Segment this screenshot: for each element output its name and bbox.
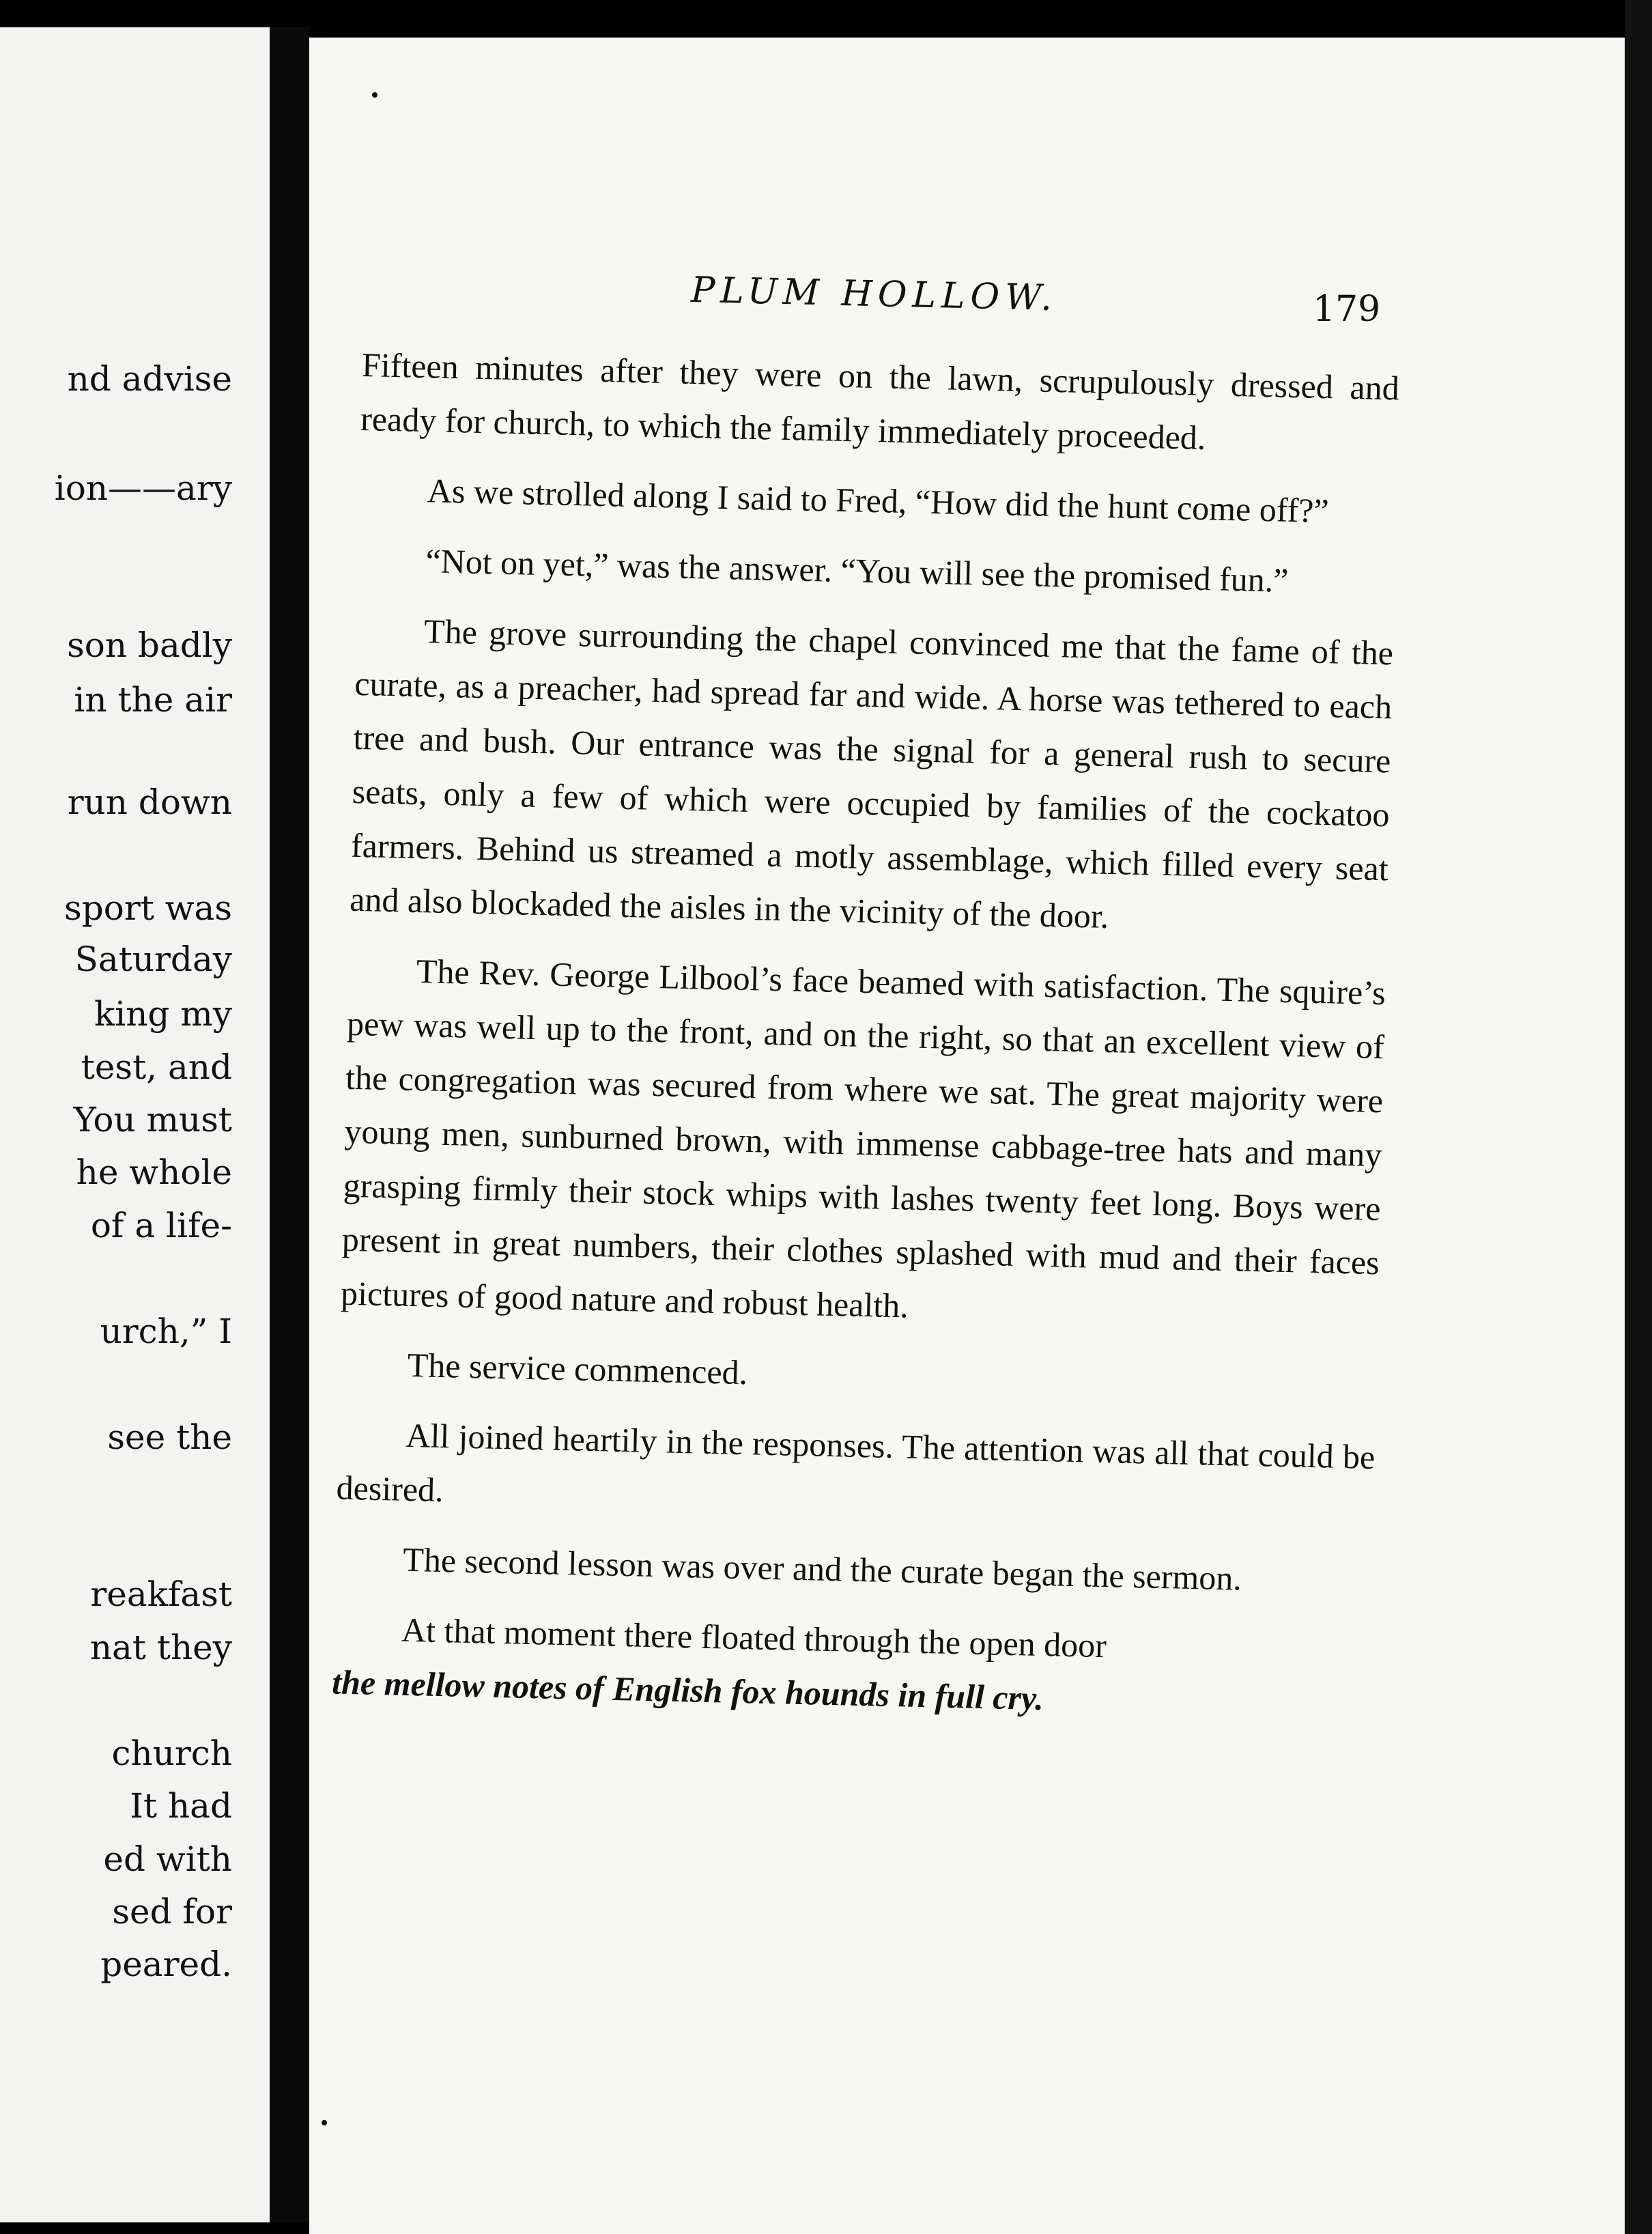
left-page-line-fragment: peared. bbox=[100, 1945, 232, 1984]
left-page-line-fragment: sed for bbox=[112, 1892, 232, 1932]
left-page-line-fragment: ion——ary bbox=[54, 468, 232, 508]
paragraph: The service commenced. bbox=[407, 1345, 748, 1392]
paragraph: All joined heartily in the responses. The attention was all that could be desired. bbox=[336, 1415, 1376, 1510]
paragraph: At that moment there floated through the open door bbox=[401, 1610, 1107, 1665]
book-page bbox=[309, 38, 1625, 2234]
left-page-line-fragment: nd advise bbox=[67, 359, 232, 399]
paragraph: As we strolled along I said to Fred, “How did the hunt come off?” bbox=[427, 471, 1330, 531]
page-body bbox=[331, 338, 1400, 1749]
page-number: 179 bbox=[1313, 289, 1381, 330]
speck-mark bbox=[372, 92, 378, 98]
left-page-line-fragment: of a life- bbox=[90, 1206, 232, 1245]
left-page-line-fragment: sport was bbox=[64, 888, 232, 928]
left-page-line-fragment: king my bbox=[94, 994, 232, 1034]
left-page-line-fragment: urch,” I bbox=[100, 1312, 232, 1351]
left-page-line-fragment: Saturday bbox=[74, 939, 232, 979]
paragraph: Fifteen minutes after they were on the lawn, scrupulously dressed and ready for church, to which the family immediately proceeded. bbox=[360, 345, 1400, 457]
paragraph: The Rev. George Lilbool’s face beamed with satisfaction. The squire’s pew was well up to the front, and on the right, so that an excellent view of the congregation was secured from where we sat. The great majority were young men, sunburned brown, with immense cabbage-tree hats and many grasping firmly their stock whips with lashes twenty feet long. Boys were present in great numbers, their clothes splashed with mud and their faces pictures of good nature and robust health. bbox=[340, 952, 1386, 1325]
previous-page-fragment bbox=[0, 27, 270, 2222]
left-page-line-fragment: run down bbox=[67, 782, 232, 822]
paragraph-continuation: the mellow notes of English fox hounds in full cry. bbox=[331, 1663, 1044, 1718]
left-page-line-fragment: You must bbox=[73, 1100, 232, 1140]
left-page-line-fragment: test, and bbox=[81, 1047, 232, 1087]
left-page-line-fragment: church bbox=[111, 1734, 232, 1773]
paragraph: The second lesson was over and the curate began the sermon. bbox=[402, 1540, 1242, 1598]
paragraph: The grove surrounding the chapel convinced me that the fame of the curate, as a preacher, had spread far and wide. A horse was tethered to each tree and bush. Our entrance was the signal for a general rush to secure seats, only a few of which were occupied by families of the cockatoo farmers. Behind us streamed a motly assemblage, which filled every seat and also blockaded the aisles in the vicinity of the door. bbox=[349, 612, 1394, 936]
book-spine bbox=[270, 27, 309, 2222]
paragraph: “Not on yet,” was the answer. “You will see the promised fun.” bbox=[425, 541, 1290, 599]
page-edge-shadow bbox=[1625, 0, 1652, 2234]
left-page-line-fragment: ed with bbox=[103, 1839, 232, 1879]
left-page-line-fragment: reakfast bbox=[90, 1574, 232, 1614]
running-head: PLUM HOLLOW. bbox=[690, 270, 1058, 320]
left-page-line-fragment: he whole bbox=[76, 1153, 232, 1192]
left-page-line-fragment: It had bbox=[130, 1786, 232, 1826]
left-page-line-fragment: see the bbox=[107, 1417, 232, 1457]
left-page-line-fragment: nat they bbox=[89, 1628, 232, 1667]
left-page-line-fragment: in the air bbox=[74, 680, 232, 720]
left-page-line-fragment: son badly bbox=[67, 625, 232, 665]
speck-mark bbox=[322, 2120, 327, 2125]
